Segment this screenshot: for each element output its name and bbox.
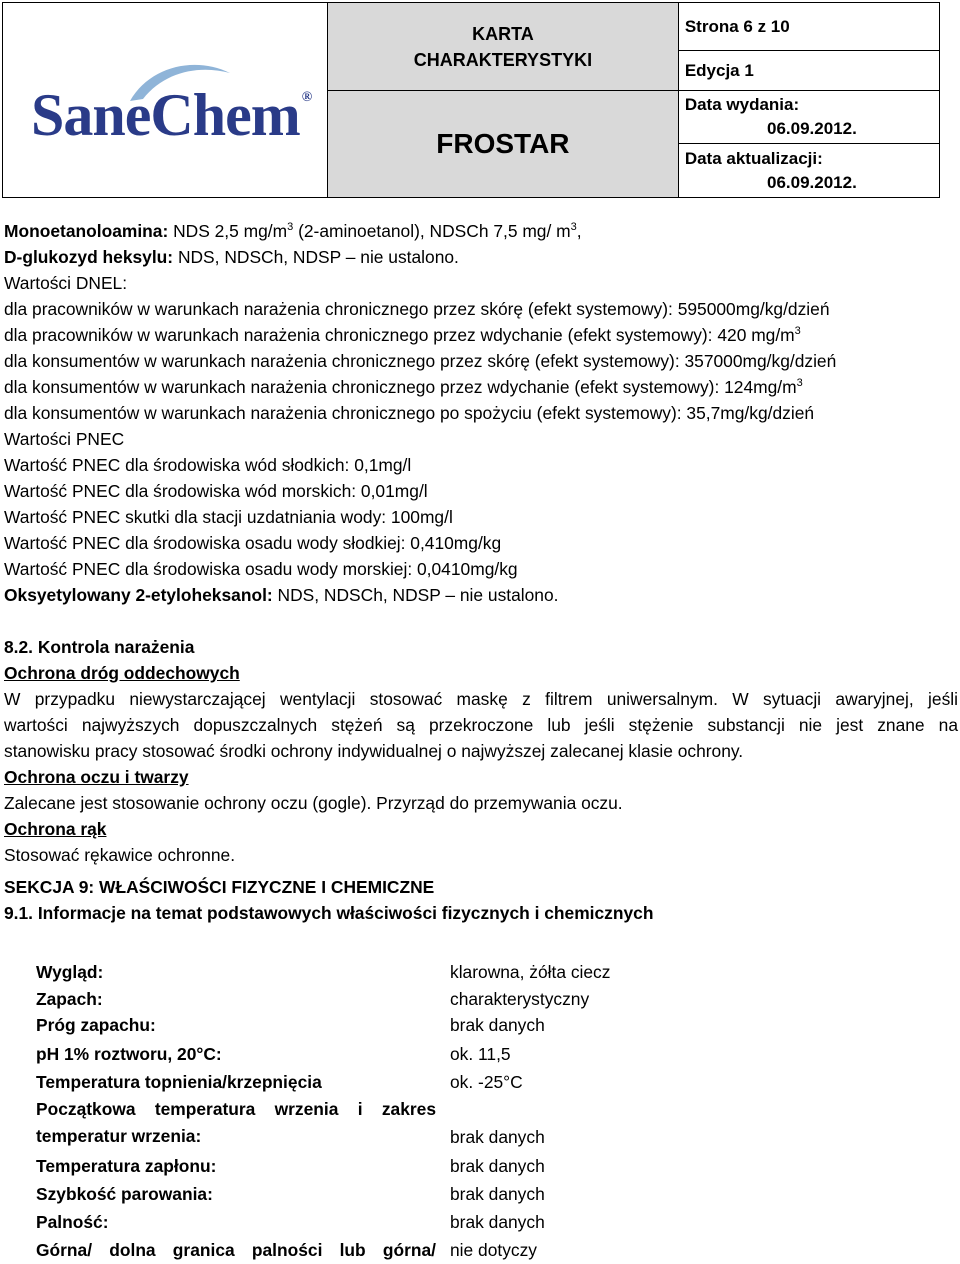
dnel-line: dla pracowników w warunkach narażenia chronicznego przez wdychanie (efekt systemowy): 420 $mg/m^3$	[4, 325, 801, 345]
document-type-cell	[328, 3, 679, 91]
dnel-line: dla konsumentów w warunkach narażenia chronicznego przez wdychanie (efekt systemowy): $124mg/m^3$	[4, 377, 803, 397]
logo-cell	[3, 3, 328, 198]
property-row	[36, 1180, 796, 1208]
issue-date-value: 06.09.2012.	[767, 119, 857, 138]
update-date-value: 06.09.2012.	[767, 172, 857, 192]
property-label: Szybkość parowania:	[36, 1184, 213, 1204]
property-row	[36, 958, 796, 986]
edition: Edycja 1	[678, 51, 939, 91]
property-value: brak danych	[450, 1156, 545, 1176]
respiratory-protection-title: Ochrona dróg oddechowych	[4, 663, 240, 683]
property-label: Palność:	[36, 1212, 109, 1232]
dnel-line: dla konsumentów w warunkach narażenia chronicznego przez skórę (efekt systemowy): 357000mg/kg/dzień	[4, 351, 837, 371]
update-date-label: Data aktualizacji:	[684, 148, 823, 168]
dnel-line: dla konsumentów w warunkach narażenia chronicznego po spożyciu (efekt systemowy): 35,7mg/kg/dzień	[4, 403, 815, 423]
property-label: pH 1% roztworu, 20°C:	[36, 1044, 222, 1064]
product-name-cell	[328, 91, 679, 198]
document-header	[2, 2, 940, 198]
pnec-line: Wartość PNEC dla środowiska osadu wody słodkiej: 0,410mg/kg	[4, 533, 502, 553]
property-row	[36, 1236, 796, 1264]
logo-wordmark: SaneChem ®	[31, 82, 312, 148]
oksyetylowany-line: Oksyetylowany 2-etyloheksanol: NDS, NDSCh, NDSP – nie ustalono.	[4, 585, 559, 605]
property-value: brak danych	[450, 1212, 545, 1232]
property-row	[36, 1068, 796, 1096]
eye-protection-title: Ochrona oczu i twarzy	[4, 767, 189, 787]
pnec-line: Wartość PNEC dla środowiska wód morskich: 0,01mg/l	[4, 481, 428, 501]
document-type-line-2: CHARAKTERYSTYKI	[413, 49, 593, 70]
pnec-title: Wartości PNEC	[4, 429, 125, 449]
respiratory-text-line: stanowisku pracy stosować środki ochrony indywidualnej o najwyższej zalecanej klasie ochrony.	[4, 741, 744, 761]
property-value: charakterystyczny	[450, 989, 590, 1009]
property-value: brak danych	[450, 1127, 545, 1147]
property-label: Próg zapachu:	[36, 1015, 156, 1035]
property-value: ok. -25°C	[450, 1072, 523, 1092]
glucoside-line: D-glukozyd heksylu: NDS, NDSCh, NDSP – nie ustalono.	[4, 247, 459, 267]
property-row	[36, 986, 796, 1012]
company-logo	[3, 3, 327, 197]
property-label: Temperatura topnienia/krzepnięcia	[36, 1072, 322, 1092]
issue-date-label: Data wydania:	[684, 95, 800, 114]
respiratory-text-line: W przypadku niewystarczającej wentylacji stosować maskę z filtrem uniwersalnym. W sytuacji awaryjnej, jeśli	[4, 689, 958, 709]
page-number: Strona 6 z 10	[678, 3, 939, 51]
properties-table	[36, 958, 796, 1264]
issue-date-cell	[678, 91, 939, 144]
property-label: Początkowa temperatura wrzenia i zakres temperatur wrzenia:	[36, 1099, 436, 1146]
section-9-title: SEKCJA 9: WŁAŚCIWOŚCI FIZYCZNE I CHEMICZNE	[4, 877, 435, 897]
update-date-cell	[678, 144, 939, 198]
document-body	[4, 218, 958, 926]
property-value: klarowna, żółta ciecz	[450, 962, 611, 982]
property-row	[36, 1096, 796, 1152]
property-value: nie dotyczy	[450, 1240, 537, 1260]
property-row	[36, 1152, 796, 1180]
property-value: brak danych	[450, 1184, 545, 1204]
pnec-line: Wartość PNEC dla środowiska osadu wody morskiej: 0,0410mg/kg	[4, 559, 518, 579]
property-label: Zapach:	[36, 989, 103, 1009]
dnel-title: Wartości DNEL:	[4, 273, 128, 293]
hand-protection-title: Ochrona rąk	[4, 819, 107, 839]
pnec-line: Wartość PNEC dla środowiska wód słodkich: 0,1mg/l	[4, 455, 412, 475]
eye-protection-text: Zalecane jest stosowanie ochrony oczu (gogle). Przyrząd do przemywania oczu.	[4, 793, 623, 813]
pnec-line: Wartość PNEC skutki dla stacji uzdatniania wody: 100mg/l	[4, 507, 453, 527]
mea-line: Monoetanoloamina: NDS 2,5 $mg/m^3$ (2-aminoetanol), NDSCh 7,5 mg/ $m^3$,	[4, 221, 582, 241]
property-row	[36, 1208, 796, 1236]
section-9-1-title: 9.1. Informacje na temat podstawowych właściwości fizycznych i chemicznych	[4, 903, 654, 923]
product-name: FROSTAR	[436, 128, 570, 159]
property-value: brak danych	[450, 1015, 545, 1035]
dnel-line: dla pracowników w warunkach narażenia chronicznego przez skórę (efekt systemowy): 595000mg/kg/dzień	[4, 299, 830, 319]
property-row	[36, 1012, 796, 1040]
property-row	[36, 1040, 796, 1068]
section-8-2-title: 8.2. Kontrola narażenia	[4, 637, 195, 657]
property-label: Wygląd:	[36, 962, 104, 982]
property-label: Temperatura zapłonu:	[36, 1156, 217, 1176]
hand-protection-text: Stosować rękawice ochronne.	[4, 845, 236, 865]
property-value: ok. 11,5	[450, 1044, 511, 1064]
respiratory-text-line: wartości najwyższych dopuszczalnych stężeń są przekroczone lub jeśli stężenie substancji nie jest znane na	[4, 715, 958, 735]
property-label: Górna/ dolna granica palności lub górna/	[36, 1240, 436, 1260]
document-type-line-1: KARTA	[472, 23, 534, 44]
